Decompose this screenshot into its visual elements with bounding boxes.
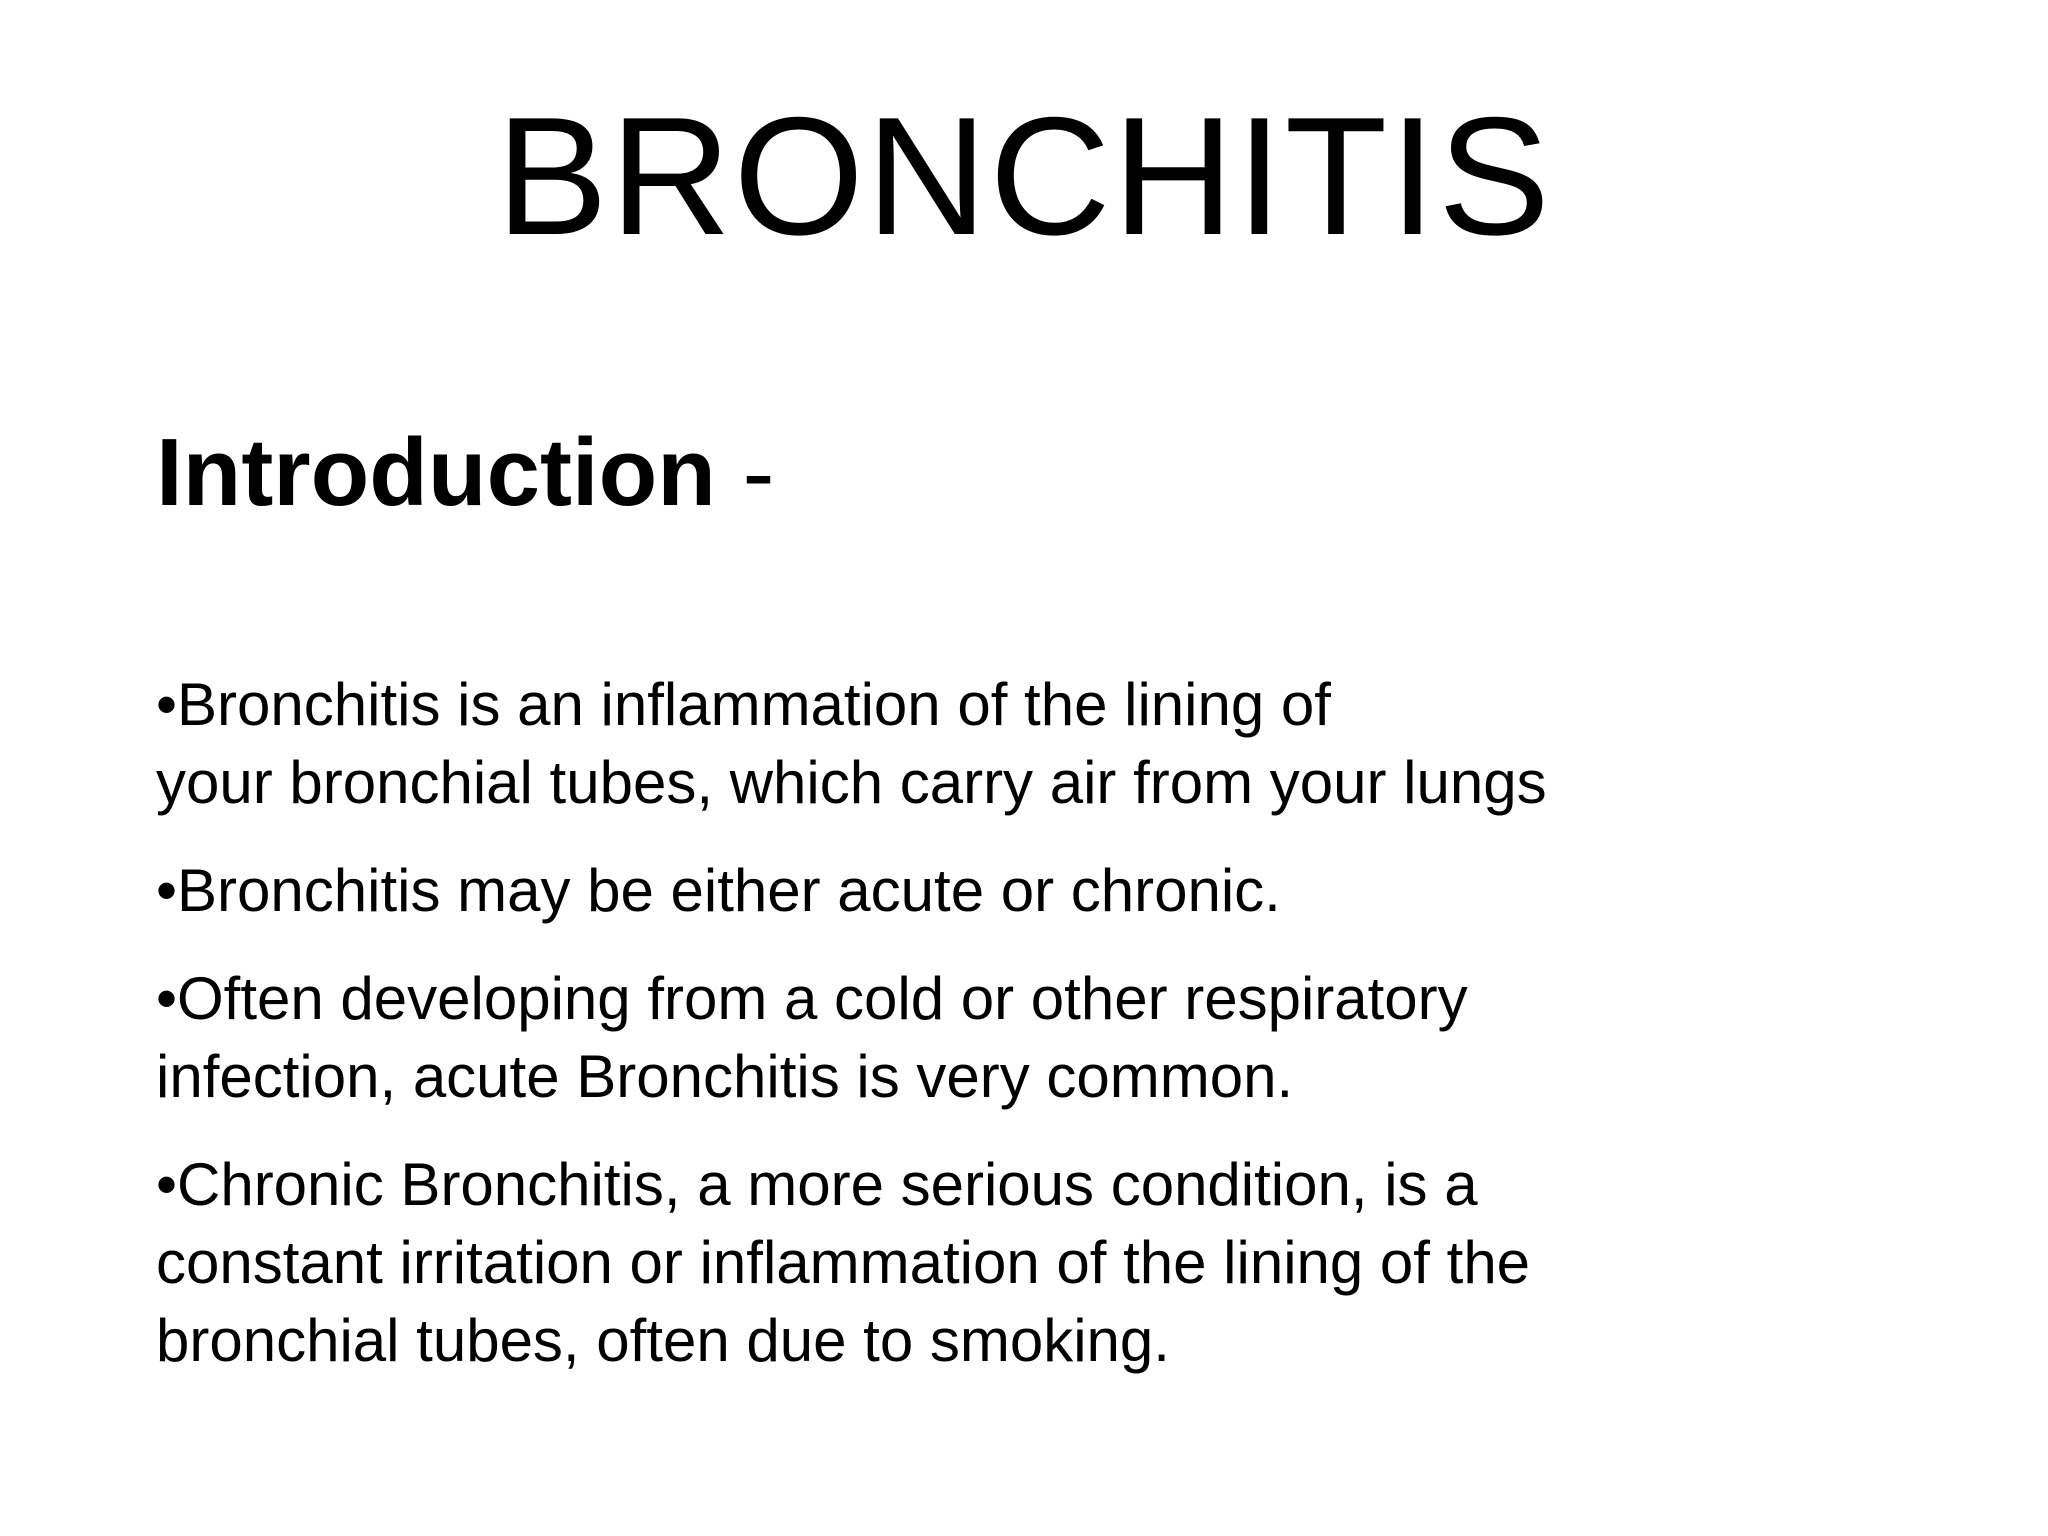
bullet-item — [156, 960, 1916, 1116]
bullet-item — [156, 852, 1916, 930]
bullet-line: •Often developing from a cold or other respiratory — [156, 965, 1468, 1032]
bullet-line: •Bronchitis may be either acute or chronic. — [156, 857, 1281, 924]
section-heading-dash: - — [715, 419, 775, 526]
bullet-item — [156, 666, 1916, 822]
section-heading — [156, 420, 775, 526]
slide-title: BRONCHITIS — [495, 82, 1553, 270]
bullet-line: •Chronic Bronchitis, a more serious condition, is a — [156, 1151, 1478, 1218]
bullet-line: •Bronchitis is an inflammation of the lining of — [156, 671, 1331, 738]
bullet-item — [156, 1146, 1916, 1380]
bullet-line: your bronchial tubes, which carry air from your lungs — [156, 749, 1547, 816]
bullet-line: bronchial tubes, often due to smoking. — [156, 1307, 1170, 1374]
bullet-line: infection, acute Bronchitis is very common. — [156, 1043, 1294, 1110]
section-heading-label: Introduction — [156, 419, 716, 526]
bullet-list — [156, 666, 1916, 1410]
bullet-line: constant irritation or inflammation of the lining of the — [156, 1229, 1531, 1296]
